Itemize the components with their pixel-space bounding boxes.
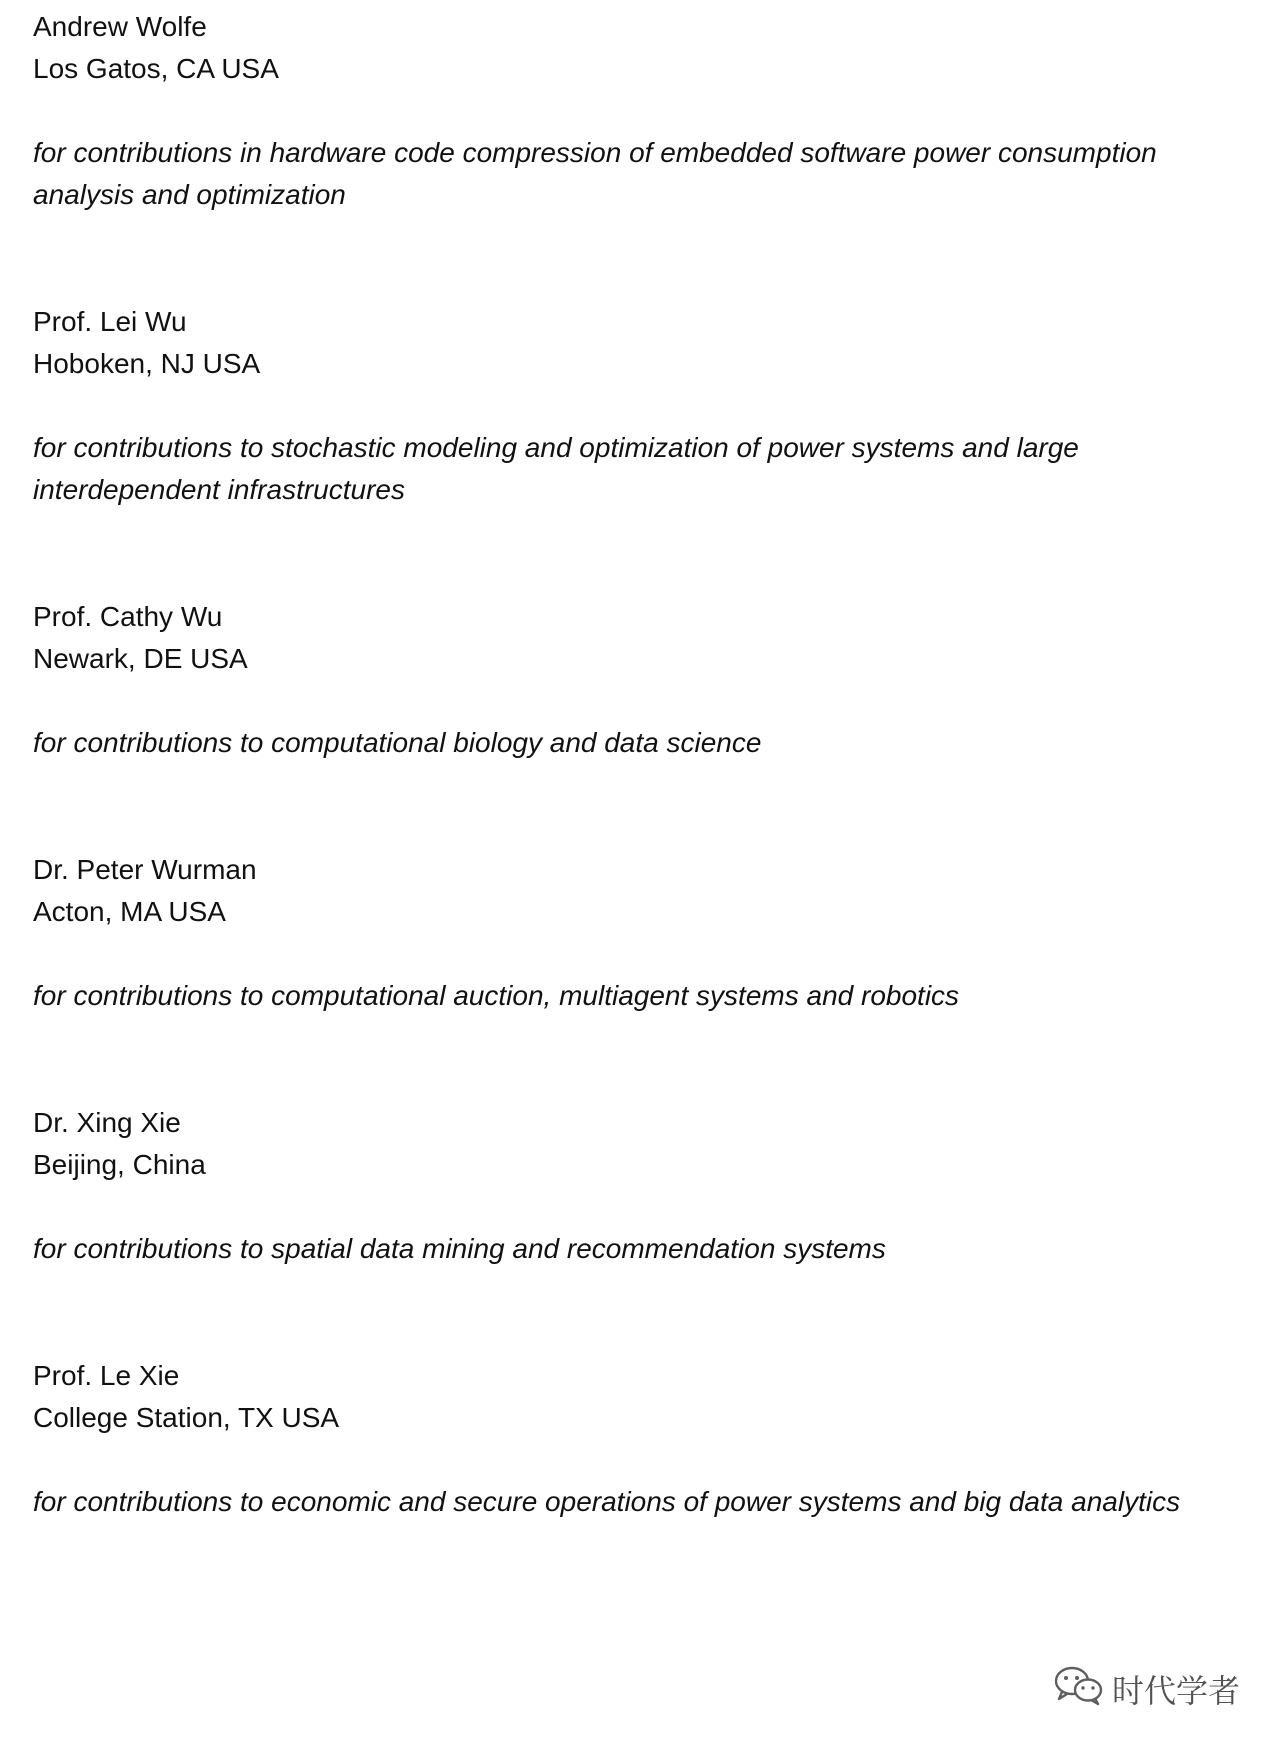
fellow-location: Beijing, China: [33, 1149, 206, 1180]
fellow-location: Acton, MA USA: [33, 896, 226, 927]
fellow-entry: [33, 301, 1253, 511]
fellow-citation: for contributions to computational auction, multiagent systems and robotics: [33, 980, 960, 1011]
fellow-entry: [33, 849, 1253, 1017]
fellow-citation: for contributions to spatial data mining and recommendation systems: [33, 1233, 886, 1264]
fellow-citation: for contributions to computational biology and data science: [33, 727, 762, 758]
wechat-icon: [1052, 1664, 1106, 1714]
fellow-name: Dr. Peter Wurman: [33, 854, 257, 885]
watermark: [1052, 1664, 1240, 1714]
fellow-entry: [33, 6, 1253, 216]
fellow-name: Prof. Cathy Wu: [33, 601, 223, 632]
fellow-citation: for contributions to economic and secure operations of power systems and big data analytics: [33, 1486, 1181, 1517]
fellow-citation: for contributions to stochastic modeling and optimization of power systems and large interdependent infrastructures: [33, 432, 1079, 505]
fellow-name: Prof. Lei Wu: [33, 306, 187, 337]
fellow-entry: [33, 1355, 1253, 1523]
fellow-citation: for contributions in hardware code compression of embedded software power consumption analysis and optimization: [33, 137, 1157, 210]
fellow-name: Andrew Wolfe: [33, 11, 207, 42]
fellow-name: Dr. Xing Xie: [33, 1107, 181, 1138]
watermark-text: 时代学者: [1112, 1672, 1241, 1710]
fellow-name: Prof. Le Xie: [33, 1360, 180, 1391]
fellow-location: Newark, DE USA: [33, 643, 248, 674]
fellow-location: Los Gatos, CA USA: [33, 53, 279, 84]
fellow-location: Hoboken, NJ USA: [33, 348, 261, 379]
fellow-entry: [33, 596, 1253, 764]
fellow-entry: [33, 1102, 1253, 1270]
fellow-location: College Station, TX USA: [33, 1402, 340, 1433]
